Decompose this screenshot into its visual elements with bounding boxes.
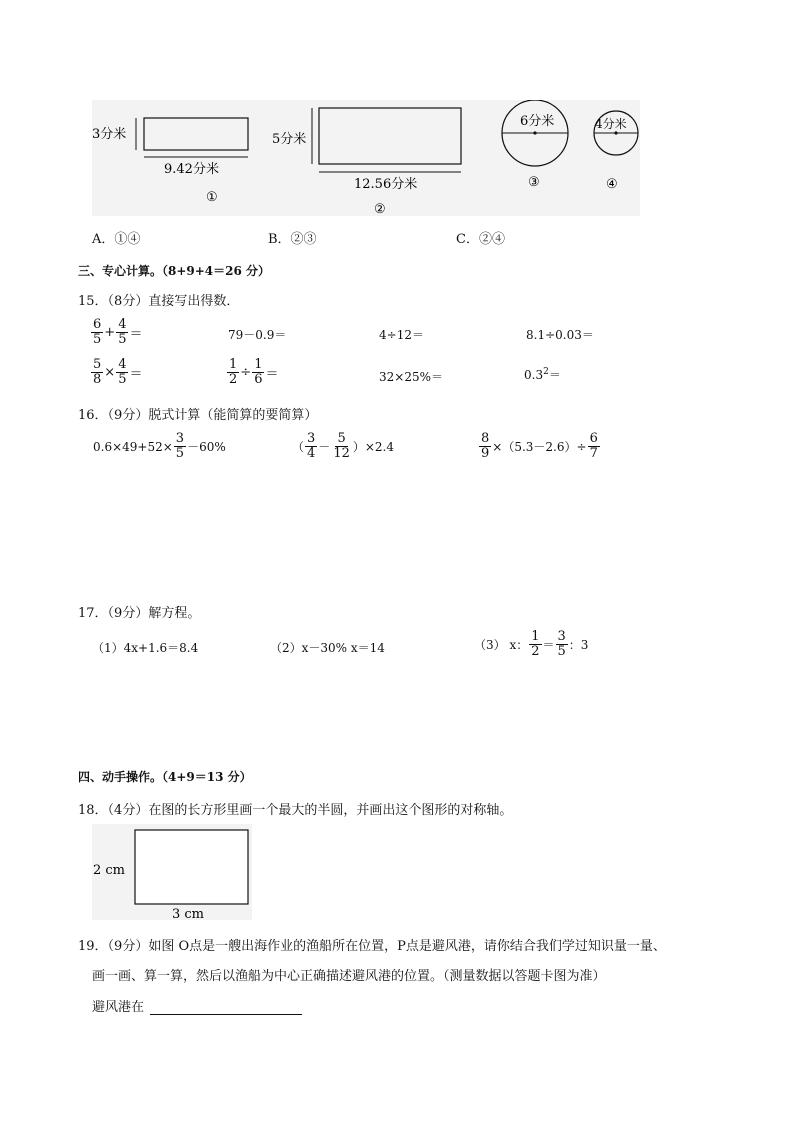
frac-num: 6 (589, 431, 598, 446)
q17-eq1: （1）4x+1.6＝8.4 (92, 641, 199, 655)
option-a[interactable]: A．①④ (92, 232, 141, 247)
frac-num: 4 (118, 317, 127, 332)
paren: （ (292, 440, 305, 454)
fig4-diameter-label: 4分米 (595, 117, 627, 131)
expr-part: ：3 (568, 638, 589, 652)
fig2-width-label: 12.56分米 (354, 177, 418, 192)
q15-r2-c3: 32×25%＝ (379, 370, 443, 384)
figures-panel (92, 100, 640, 216)
frac-num: 4 (118, 357, 127, 372)
expr-part: （3） x： (474, 638, 529, 652)
q15-r1-c4: 8.1÷0.03＝ (526, 328, 594, 342)
frac-num: 1 (254, 357, 263, 372)
q19-answer (92, 996, 302, 1015)
frac-den: 5 (557, 644, 566, 659)
q17-eq2: （2）x－30% x＝14 (270, 641, 385, 655)
shapes-figure (92, 100, 640, 216)
frac-den: 5 (118, 372, 127, 387)
q17-title: 17．（9分）解方程。 (78, 606, 201, 621)
frac-num: 3 (557, 629, 566, 644)
equals: ＝ (129, 327, 143, 342)
q15-r1-c3: 4÷12＝ (379, 328, 424, 342)
q16-title: 16．（9分）脱式计算（能简算的要简算） (78, 408, 318, 423)
q15-r2-c4 (524, 366, 561, 383)
q18-height-label: 2 cm (93, 863, 126, 878)
frac-den: 2 (229, 372, 238, 387)
frac-den: 7 (589, 446, 598, 461)
operator: ÷ (240, 365, 252, 380)
q16-expr2 (292, 432, 394, 461)
fig1-height-label: 3分米 (92, 127, 127, 142)
base: 0.3 (524, 368, 544, 382)
frac-den: 8 (93, 372, 102, 387)
q19-line1: 19．（9分）如图 O点是一艘出海作业的渔船所在位置，P点是避风港，请你结合我们学过知识量一量、 (78, 939, 666, 954)
fig1-rectangle (144, 118, 248, 150)
equals: ＝ (129, 367, 143, 382)
option-b[interactable]: B．②③ (268, 232, 317, 247)
option-c[interactable]: C．②④ (456, 232, 505, 247)
frac-num: 5 (93, 357, 102, 372)
fig3-center (533, 131, 536, 134)
fig4-center (614, 131, 617, 134)
operator: － (318, 440, 331, 454)
expr-part: 0.6×49+52× (93, 439, 173, 454)
frac-num: 1 (229, 357, 238, 372)
q15-r1-c2: 79－0.9＝ (228, 328, 287, 342)
fig3-diameter-label: 6分米 (520, 114, 555, 129)
q15-r2-c1 (90, 358, 142, 387)
fig4-number: ④ (606, 177, 618, 192)
q17-eq3 (474, 630, 588, 659)
frac-den: 9 (481, 446, 490, 461)
equals: ＝ (542, 638, 555, 652)
fig2-rectangle (319, 108, 461, 164)
section4-title: 四、动手操作。（4+9＝13 分） (78, 770, 252, 784)
section3-title: 三、专心计算。（8+9+4＝26 分） (78, 264, 271, 278)
fig2-height-label: 5分米 (272, 132, 307, 147)
rectangle-figure (92, 824, 252, 920)
equals: ＝ (548, 368, 561, 382)
frac-den: 5 (175, 446, 185, 461)
expr-part: ）×2.4 (352, 440, 394, 454)
operator: × (104, 365, 116, 380)
q16-expr1 (93, 432, 226, 461)
frac-den: 6 (254, 372, 263, 387)
frac-den: 5 (118, 332, 127, 347)
q19-line2: 画一画、算一算，然后以渔船为中心正确描述避风港的位置。（测量数据以答题卡图为准） (92, 969, 606, 984)
equals: ＝ (265, 367, 279, 382)
q15-title: 15．（8分）直接写出得数． (78, 294, 240, 309)
fig2-number: ② (374, 202, 386, 216)
frac-num: 1 (531, 629, 540, 644)
fig1-number: ① (206, 190, 218, 205)
q15-r2-c2 (226, 358, 278, 387)
q18-width-label: 3 cm (172, 907, 205, 920)
q16-expr3 (478, 432, 601, 461)
frac-num: 3 (175, 431, 185, 446)
q18-figure-panel (92, 824, 252, 920)
frac-num: 6 (93, 317, 102, 332)
frac-den: 12 (333, 446, 350, 461)
fig1-width-label: 9.42分米 (164, 162, 219, 177)
answer-label: 避风港在 (92, 1000, 145, 1015)
frac-den: 4 (307, 446, 316, 461)
q18-rectangle (135, 830, 248, 904)
answer-blank[interactable] (150, 1000, 302, 1015)
fig3-number: ③ (528, 175, 540, 190)
expr-part: ×（5.3－2.6）÷ (492, 440, 587, 454)
frac-num: 3 (307, 431, 316, 446)
frac-den: 5 (93, 332, 102, 347)
frac-den: 2 (531, 644, 540, 659)
exponent: 2 (543, 367, 549, 377)
q18-title: 18．（4分）在图的长方形里画一个最大的半圆，并画出这个图形的对称轴。 (78, 803, 513, 818)
operator: + (104, 325, 116, 340)
expr-part: －60% (187, 440, 226, 454)
q15-r1-c1 (90, 318, 142, 347)
frac-num: 8 (481, 431, 490, 446)
frac-num: 5 (337, 431, 346, 446)
